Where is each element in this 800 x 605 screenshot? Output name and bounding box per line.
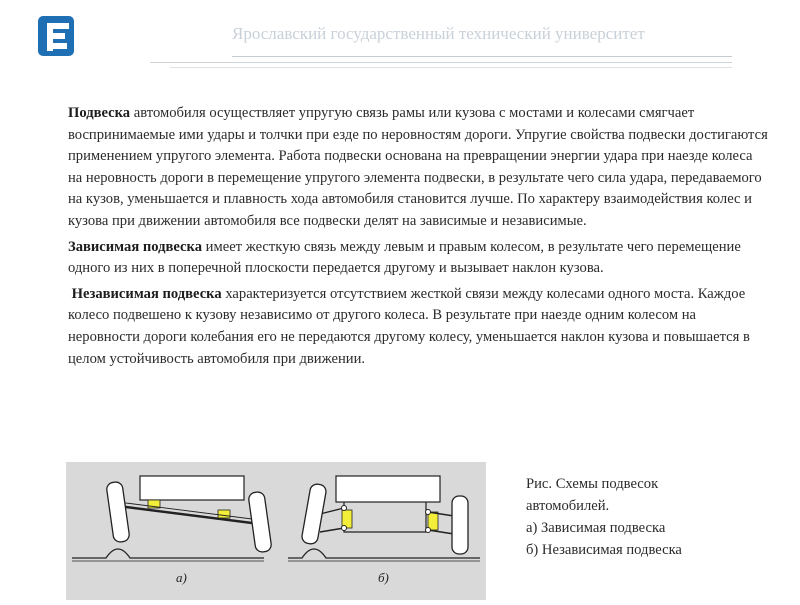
- term-suspension: Подвеска: [68, 105, 131, 121]
- term-dependent: Зависимая подвеска: [68, 238, 203, 255]
- caption-line: б) Независимая подвеска: [526, 542, 682, 558]
- wheel-left-a: [106, 481, 130, 543]
- wheel-right-a: [248, 491, 272, 553]
- caption-line: а) Зависимая подвеска: [526, 520, 666, 536]
- scheme-independent: [301, 476, 468, 554]
- control-arms-left: [320, 508, 344, 532]
- rigid-axle: [118, 506, 260, 524]
- suspension-figure: [66, 462, 486, 600]
- ground-line-b: [288, 549, 480, 558]
- caption-line: автомобилей.: [526, 498, 610, 514]
- paragraph-dependent: [68, 237, 768, 280]
- university-name: Ярославский государственный технический университет: [232, 24, 645, 43]
- body-a: [140, 476, 244, 500]
- header-divider: [170, 67, 732, 68]
- header-divider: [232, 56, 732, 57]
- paragraph-dependent-text: имеет жесткую связь между левым и правым колесом, в результате чего перемещение одного из них в поперечной плоскости передается другому и вызывает наклон кузова.: [68, 238, 741, 277]
- paragraph-independent: [68, 284, 768, 370]
- wheel-left-b: [301, 483, 327, 545]
- spring-icon: [428, 512, 438, 530]
- scheme-dependent: [106, 476, 272, 553]
- body-b: [336, 476, 440, 502]
- university-logo: [38, 16, 78, 56]
- hinge-icon: [342, 526, 347, 531]
- spring-icon: [218, 510, 230, 518]
- header-divider: [150, 62, 732, 63]
- ground-line-a: [72, 549, 264, 558]
- paragraph-independent-text: характеризуется отсутствием жесткой связи между колесами одного моста. Каждое колесо подвешено к кузову независимо от другого колеса. В результате при наезде одним колесом на неровности дороги колебания его не передаются другому колесу, уменьшается наклон кузова и повышается в целом устойчивость автомобиля при движении.: [68, 285, 750, 367]
- hinge-icon: [342, 506, 347, 511]
- body-text: [68, 103, 768, 374]
- label-b: б): [378, 570, 389, 585]
- figure-caption: [526, 473, 776, 561]
- suspension-diagram: [66, 462, 486, 600]
- label-a: а): [176, 570, 187, 585]
- term-independent: Независимая подвеска: [71, 285, 222, 302]
- rigid-axle-edge: [118, 502, 260, 520]
- paragraph-suspension-text: автомобиля осуществляет упругую связь рамы или кузова с мостами и колесами смягчает воспринимаемые ими удары и толчки при езде по неровностям дороги. Упругие свойства подвески достигаются применением упругого элемента. Работа подвески основана на превращении энергии удара при наезде колеса на неровность дороги в перемещение упругого элемента подвески, в результате чего сила удара, передаваемого на кузов, уменьшается и плавность хода автомобиля становится лучше. По характеру взаимодействия колес и кузова при движении автомобиля все подвески делят на зависимые и независимые.: [68, 105, 768, 229]
- paragraph-suspension: [68, 103, 768, 233]
- subframe: [344, 502, 426, 532]
- caption-line: Рис. Схемы подвесок: [526, 476, 659, 492]
- hinge-icon: [426, 510, 431, 515]
- hinge-icon: [426, 528, 431, 533]
- wheel-right-b: [452, 496, 468, 554]
